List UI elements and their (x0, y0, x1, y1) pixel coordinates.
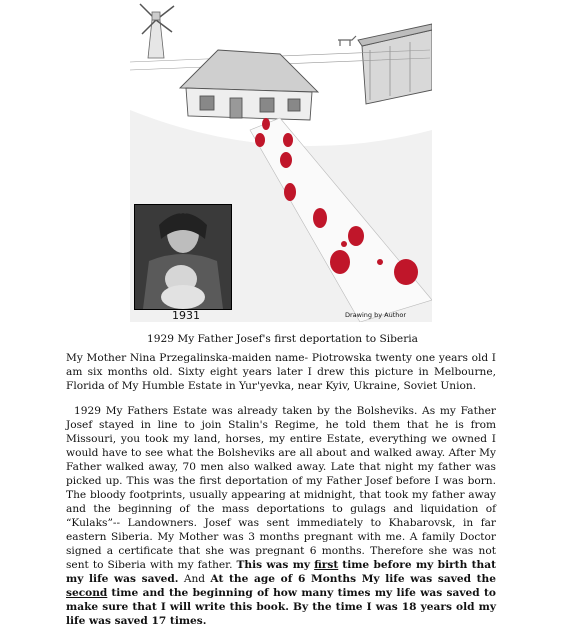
drawing-credit: Drawing by Author (345, 311, 407, 319)
bold-first-a: This was my (236, 558, 311, 571)
bold-first-b: time before my birth that my life was saved. (66, 558, 496, 585)
figure-caption: 1929 My Father Josef's first deportation to Siberia (147, 333, 418, 345)
windmill-drawing (140, 4, 174, 58)
barn-drawing (358, 24, 432, 104)
story-text: 1929 My Fathers Estate was already taken by the Bolsheviks. As my Father Josef stayed in line to join Stalin's Regime, he told them that he is from Missouri, you took my land, horses, my entire Estate, everything we owned I would have to see what the Bolsheviks are all about and walked away. After My Father walked away, 70 men also walked away. Late that night my father was picked up. This was the first deportation of my Father Josef before I was born. The bloody footprints, usually appearing at midnight, that took my father away and the beginning of the mass deportations to gulags and liquidation of “Kulaks”-- Landowners. Josef was sent immediately to Khabarovsk, in far eastern Siberia. My Mother was 3 months pregnant with me. A family Doctor signed a certificate that she was pregnant 6 months. Therefore she was not sent to Siberia with my father. (66, 405, 496, 571)
and-text: And (183, 572, 206, 585)
paragraph-story (66, 405, 496, 629)
bold-second-word: second (66, 586, 108, 599)
bold-first-word: first (314, 558, 339, 571)
photo-year: 1931 (172, 309, 200, 322)
paragraph-intro: My Mother Nina Przegalinska-maiden name- Piotrowska twenty one years old I am six months old. Sixty eight years later I drew this picture in Melbourne, Florida of My Humble Estate in Yur'yevka, near Kyiv, Ukraine, Soviet Union. (66, 352, 496, 392)
illustration (130, 0, 432, 322)
bold-second-a: At the age of 6 Months My life was saved the (210, 572, 496, 585)
bold-second-b: time and the beginning of how many times my life was saved to make sure that I will write this book. By the time I was 18 years old my life was saved 17 times. (66, 586, 496, 627)
horse-drawing (338, 36, 356, 46)
house-drawing (180, 50, 318, 120)
mother-child-photo (134, 204, 232, 310)
